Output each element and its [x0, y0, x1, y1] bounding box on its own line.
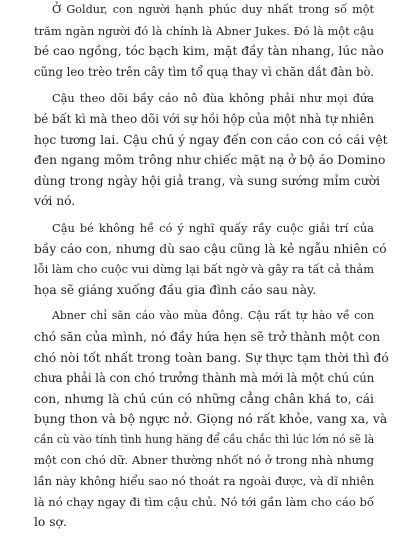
- text-line: bé bất kì mà theo dõi với sự hồi hộp của một nhà tự nhiên: [34, 111, 374, 126]
- text-line: một con chó dữ. Abner thường nhốt nó ở trong nhà nhưng: [34, 453, 374, 468]
- paragraph-4: [34, 306, 389, 533]
- text-line: Abner chỉ săn cáo vào mùa đông. Cậu rất tự hào về con: [52, 309, 374, 323]
- paragraph-2: [34, 88, 388, 212]
- body-text: [34, 0, 389, 539]
- text-line: với nó.: [34, 194, 76, 209]
- text-line: bụng thon và bộ ngực nở. Giọng nó rất khỏe, vang xa, và: [34, 412, 388, 427]
- text-line: Ở Goldur, con người hạnh phúc duy nhất trong số một: [52, 3, 374, 16]
- text-line: lỗi làm cho cuộc vui dừng lại bất ngờ và gây ra tất cả thảm: [34, 262, 374, 277]
- text-line: bé cao ngồng, tóc bạch kim, mặt đầy tàn nhang, lúc nào: [34, 44, 384, 59]
- text-line: đen ngang mõm trông như chiếc mặt nạ ở bộ áo Domino: [34, 153, 386, 168]
- text-line: lo sợ.: [34, 515, 67, 530]
- text-line: cũng leo trèo trên cây tìm tổ quạ thay vì chăn dắt đàn bò.: [34, 64, 374, 79]
- paragraph-1: [34, 0, 384, 82]
- text-line: trăm ngàn người đó là chính là Abner Jukes. Đó là một cậu: [34, 23, 374, 38]
- paragraph-3: [34, 218, 387, 300]
- text-line: chó nòi tốt nhất trong toàn bang. Sự thực tạm thời thì đó: [34, 350, 389, 365]
- text-line: họa sẽ giáng xuống đầu gia đình cáo sau này.: [34, 282, 317, 297]
- text-line: dùng trong ngày hội giả trang, và sung sướng mỉm cười: [34, 173, 381, 188]
- text-line: chó săn của mình, nó đầy hứa hẹn sẽ trở thành một con: [34, 329, 381, 344]
- text-line: lần này không hiểu sao nó thoát ra ngoài được, và dĩ nhiên: [34, 474, 374, 489]
- text-line: bầy cáo con, nhưng dù sao cậu cũng là kẻ ngẫu nhiên có: [34, 241, 387, 256]
- text-line: là nó chạy ngay đi tìm cậu chủ. Nó tới gần làm cho cáo bố: [34, 494, 374, 509]
- text-line: con, nhưng là chú cún có những cẳng chân khá to, cái: [34, 391, 374, 406]
- text-line: chưa phải là con chó trưởng thành mà mới là một chú cún: [34, 371, 375, 386]
- text-line: Cậu bé không hề có ý nghĩ quấy rầy cuộc giải trí của: [52, 220, 374, 235]
- text-line: học tương lai. Cậu chú ý ngay đến con cáo con có cái vệt: [34, 132, 388, 147]
- text-line: cần cù vào tính tình hung hăng để cầu chắc thì lúc lớn nó sẽ là: [34, 432, 375, 446]
- text-line: Cậu theo dõi bầy cáo nô đùa không phải như mọi đứa: [52, 91, 374, 106]
